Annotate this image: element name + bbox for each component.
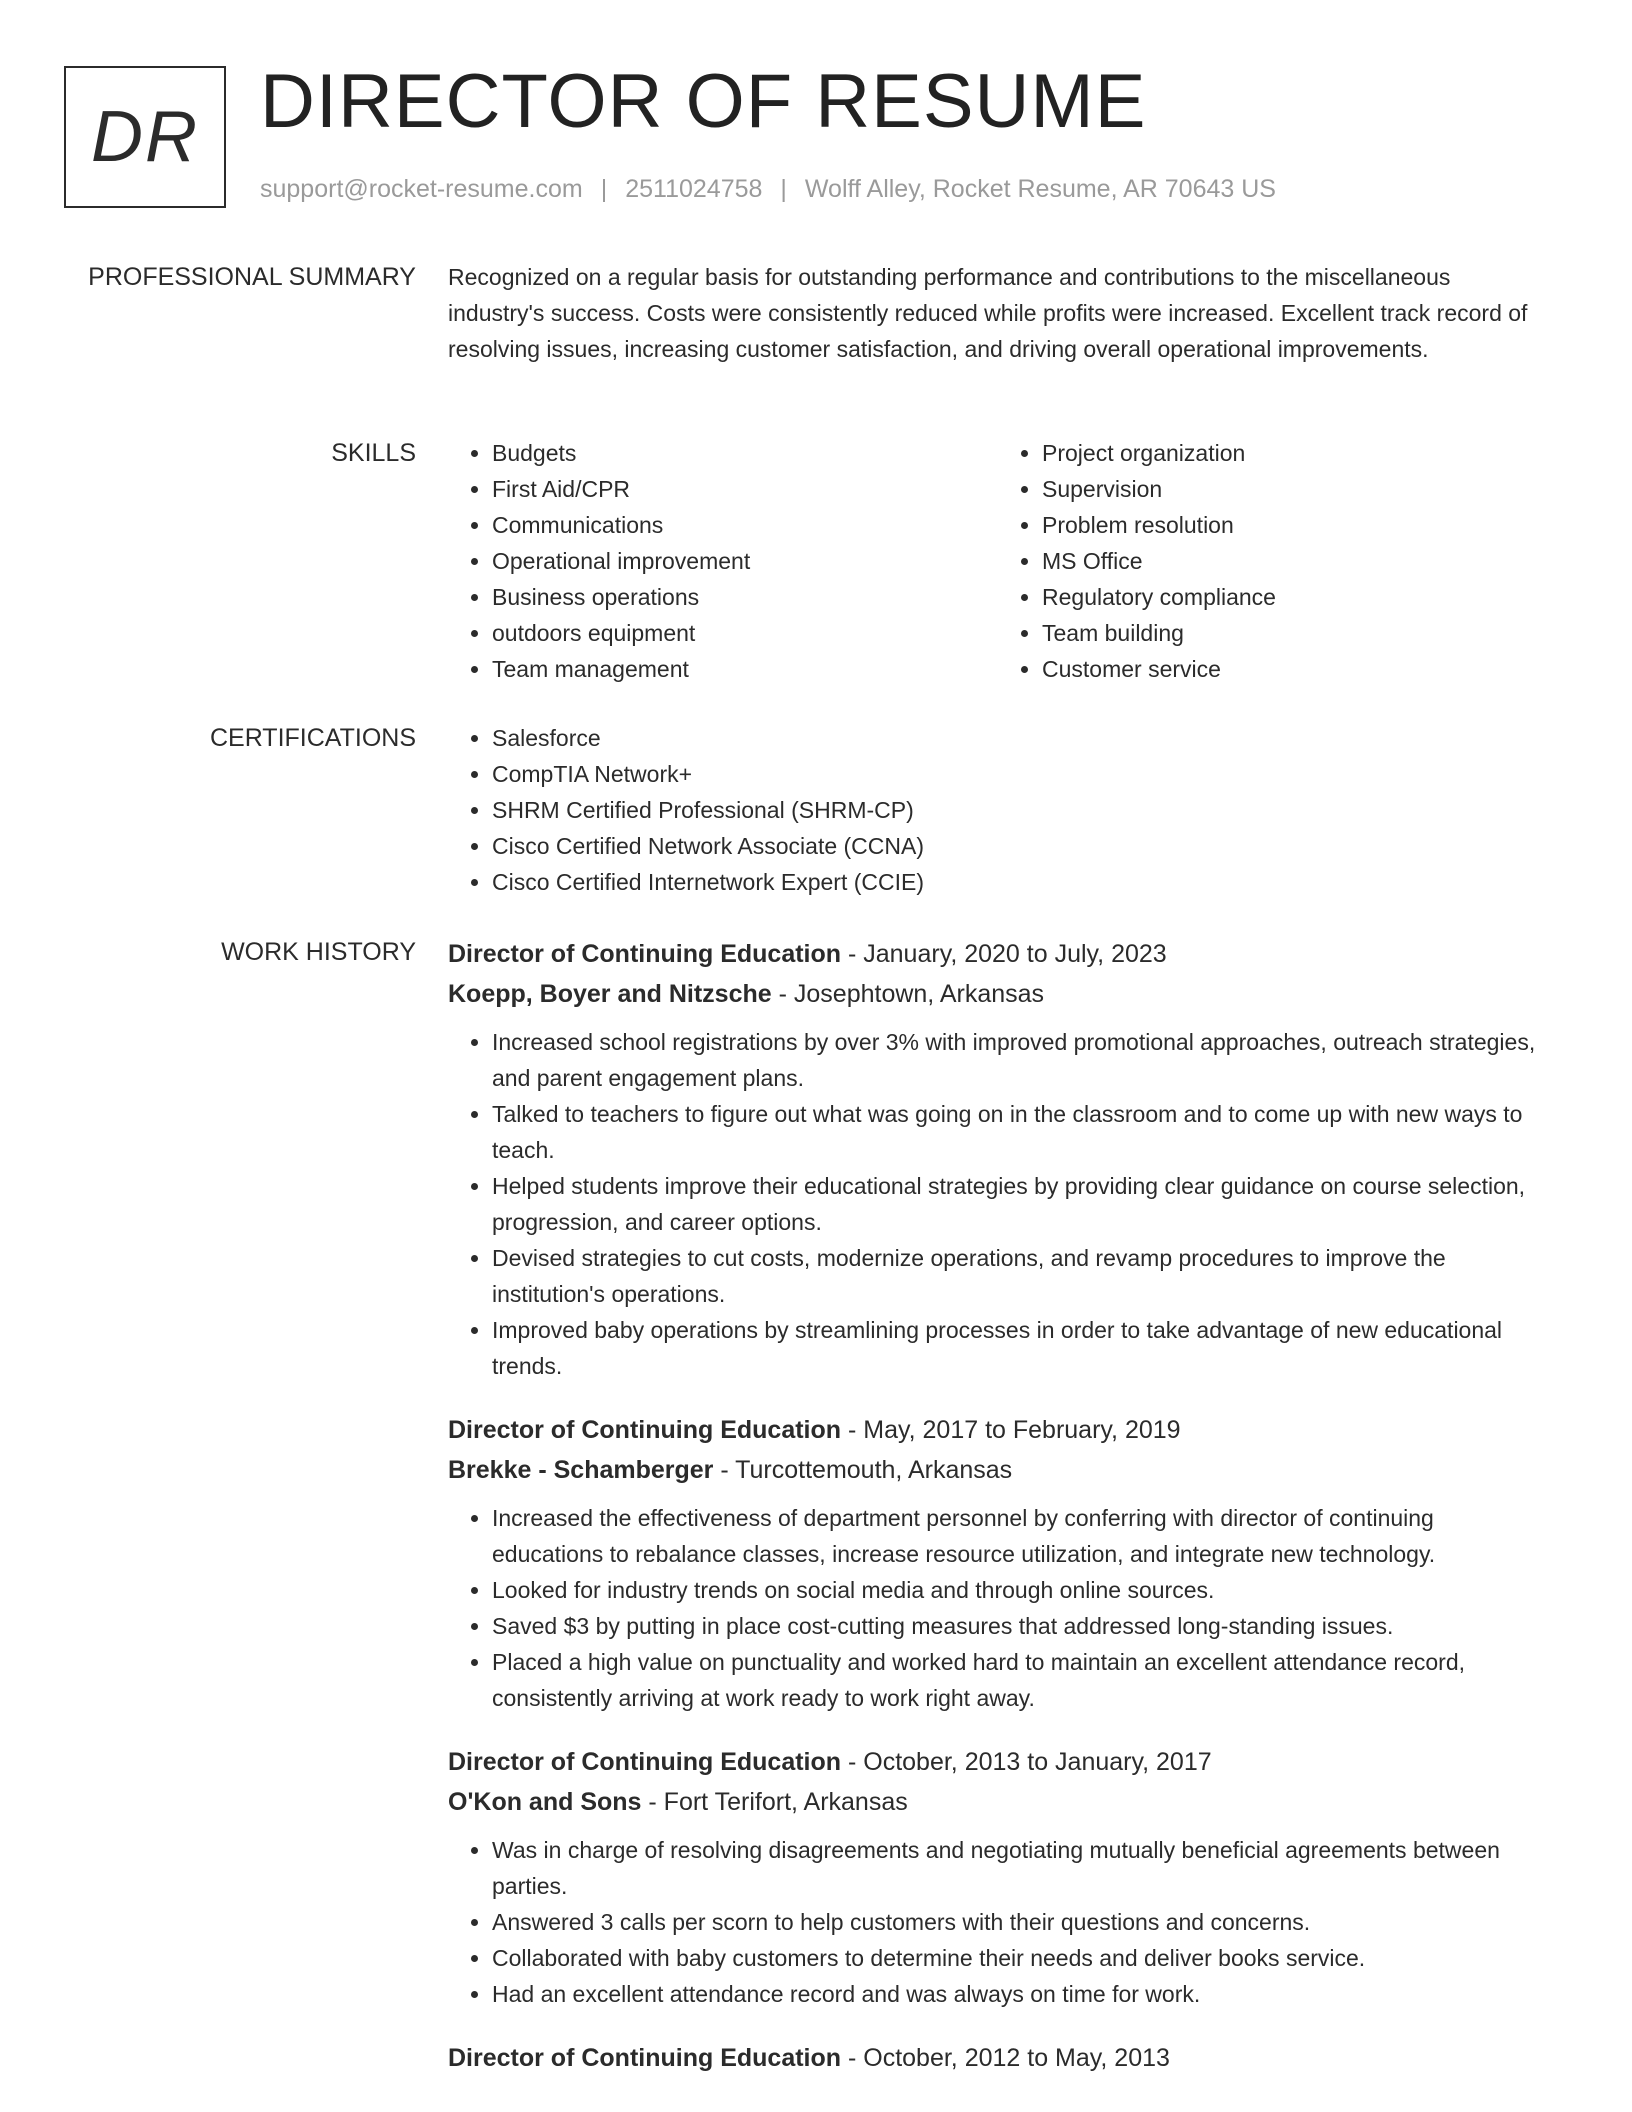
job-role: Director of Continuing Education bbox=[448, 1416, 842, 1444]
job-dates: - October, 2012 to May, 2013 bbox=[841, 2044, 1170, 2072]
list-item: • First Aid/CPR bbox=[492, 471, 998, 507]
job-dates: - October, 2013 to January, 2017 bbox=[841, 1748, 1212, 1776]
contact-email[interactable]: support@rocket-resume.com bbox=[260, 175, 583, 203]
list-item: • Team building bbox=[1042, 615, 1548, 651]
job-bullets bbox=[448, 1024, 1548, 1384]
job-role-line bbox=[448, 934, 1548, 974]
list-item: • Devised strategies to cut costs, modernize operations, and revamp procedures to improve the institution's operations. bbox=[492, 1240, 1548, 1312]
list-item: • Placed a high value on punctuality and worked hard to maintain an excellent attendance record, consistently arriving at work ready to work right away. bbox=[492, 1644, 1548, 1716]
list-item: • Cisco Certified Network Associate (CCNA) bbox=[492, 828, 1548, 864]
skills-list-right bbox=[998, 435, 1548, 687]
list-item: • Was in charge of resolving disagreements and negotiating mutually beneficial agreements between parties. bbox=[492, 1832, 1548, 1904]
job-entry bbox=[448, 934, 1548, 1384]
list-item: • Project organization bbox=[1042, 435, 1548, 471]
summary-title: PROFESSIONAL SUMMARY bbox=[88, 263, 416, 291]
job-dates: - May, 2017 to February, 2019 bbox=[841, 1416, 1181, 1444]
contact-separator: | bbox=[600, 175, 608, 203]
skills-body bbox=[448, 435, 1548, 687]
list-item: • Collaborated with baby customers to determine their needs and deliver books service. bbox=[492, 1940, 1548, 1976]
job-role-line bbox=[448, 1410, 1548, 1450]
list-item: • Looked for industry trends on social media and through online sources. bbox=[492, 1572, 1548, 1608]
contact-address: Wolff Alley, Rocket Resume, AR 70643 US bbox=[804, 175, 1276, 203]
list-item: • outdoors equipment bbox=[492, 615, 998, 651]
skills-title: SKILLS bbox=[331, 439, 416, 467]
job-role-line bbox=[448, 1742, 1548, 1782]
list-item: • Problem resolution bbox=[1042, 507, 1548, 543]
list-item: • CompTIA Network+ bbox=[492, 756, 1548, 792]
job-company: O'Kon and Sons bbox=[448, 1788, 642, 1816]
list-item: • Salesforce bbox=[492, 720, 1548, 756]
list-item: • Cisco Certified Internetwork Expert (CCIE) bbox=[492, 864, 1548, 900]
job-entry bbox=[448, 1742, 1548, 2012]
certifications-body bbox=[448, 720, 1548, 900]
list-item: • Budgets bbox=[492, 435, 998, 471]
list-item: • Supervision bbox=[1042, 471, 1548, 507]
work-history-body bbox=[448, 934, 1548, 2104]
list-item: • Communications bbox=[492, 507, 998, 543]
job-role: Director of Continuing Education bbox=[448, 1748, 842, 1776]
list-item: • Increased school registrations by over 3% with improved promotional approaches, outreach strategies, and parent engagement plans. bbox=[492, 1024, 1548, 1096]
list-item: • Had an excellent attendance record and was always on time for work. bbox=[492, 1976, 1548, 2012]
list-item: • Improved baby operations by streamlining processes in order to take advantage of new educational trends. bbox=[492, 1312, 1548, 1384]
list-item: • Talked to teachers to figure out what was going on in the classroom and to come up with new ways to teach. bbox=[492, 1096, 1548, 1168]
summary-text: Recognized on a regular basis for outstanding performance and contributions to the miscellaneous industry's success. Costs were consistently reduced while profits were increased. Excellent track record of resolving issues, increasing customer satisfaction, and driving overall operational improvements. bbox=[448, 264, 1528, 362]
contact-separator: | bbox=[780, 175, 787, 203]
job-company: Brekke - Schamberger bbox=[448, 1456, 714, 1484]
monogram: DR bbox=[64, 66, 226, 208]
list-item: • Team management bbox=[492, 651, 998, 687]
list-item: • SHRM Certified Professional (SHRM-CP) bbox=[492, 792, 1548, 828]
list-item: • Saved $3 by putting in place cost-cutting measures that addressed long-standing issues. bbox=[492, 1608, 1548, 1644]
job-bullets bbox=[448, 1832, 1548, 2012]
job-bullets bbox=[448, 1500, 1548, 1716]
certifications-title: CERTIFICATIONS bbox=[209, 724, 416, 752]
job-company-line bbox=[448, 974, 1548, 1014]
job-dates: - January, 2020 to July, 2023 bbox=[841, 940, 1167, 968]
job-company-line bbox=[448, 1450, 1548, 1490]
certifications-list bbox=[448, 720, 1548, 900]
job-company-line bbox=[448, 1782, 1548, 1822]
skills-list-left bbox=[448, 435, 998, 687]
contact-line bbox=[260, 175, 1276, 204]
job-company: Koepp, Boyer and Nitzsche bbox=[448, 980, 772, 1008]
summary-body bbox=[448, 259, 1548, 367]
work-history-title: WORK HISTORY bbox=[221, 938, 416, 966]
list-item: • Helped students improve their educational strategies by providing clear guidance on course selection, progression, and career options. bbox=[492, 1168, 1548, 1240]
job-role: Director of Continuing Education bbox=[448, 2044, 842, 2072]
job-role: Director of Continuing Education bbox=[448, 940, 842, 968]
job-entry bbox=[448, 2038, 1548, 2078]
job-location: - Turcottemouth, Arkansas bbox=[713, 1456, 1013, 1484]
list-item: • Business operations bbox=[492, 579, 998, 615]
job-location: - Fort Terifort, Arkansas bbox=[641, 1788, 908, 1816]
resume-name: DIRECTOR OF RESUME bbox=[260, 59, 1147, 144]
list-item: • Increased the effectiveness of department personnel by conferring with director of continuing educations to rebalance classes, increase resource utilization, and integrate new technology. bbox=[492, 1500, 1548, 1572]
list-item: • Operational improvement bbox=[492, 543, 998, 579]
job-entry bbox=[448, 1410, 1548, 1716]
job-role-line bbox=[448, 2038, 1548, 2078]
contact-phone: 2511024758 bbox=[625, 175, 763, 203]
list-item: • Regulatory compliance bbox=[1042, 579, 1548, 615]
job-location: - Josephtown, Arkansas bbox=[771, 980, 1045, 1008]
list-item: • Customer service bbox=[1042, 651, 1548, 687]
list-item: • Answered 3 calls per scorn to help customers with their questions and concerns. bbox=[492, 1904, 1548, 1940]
list-item: • MS Office bbox=[1042, 543, 1548, 579]
